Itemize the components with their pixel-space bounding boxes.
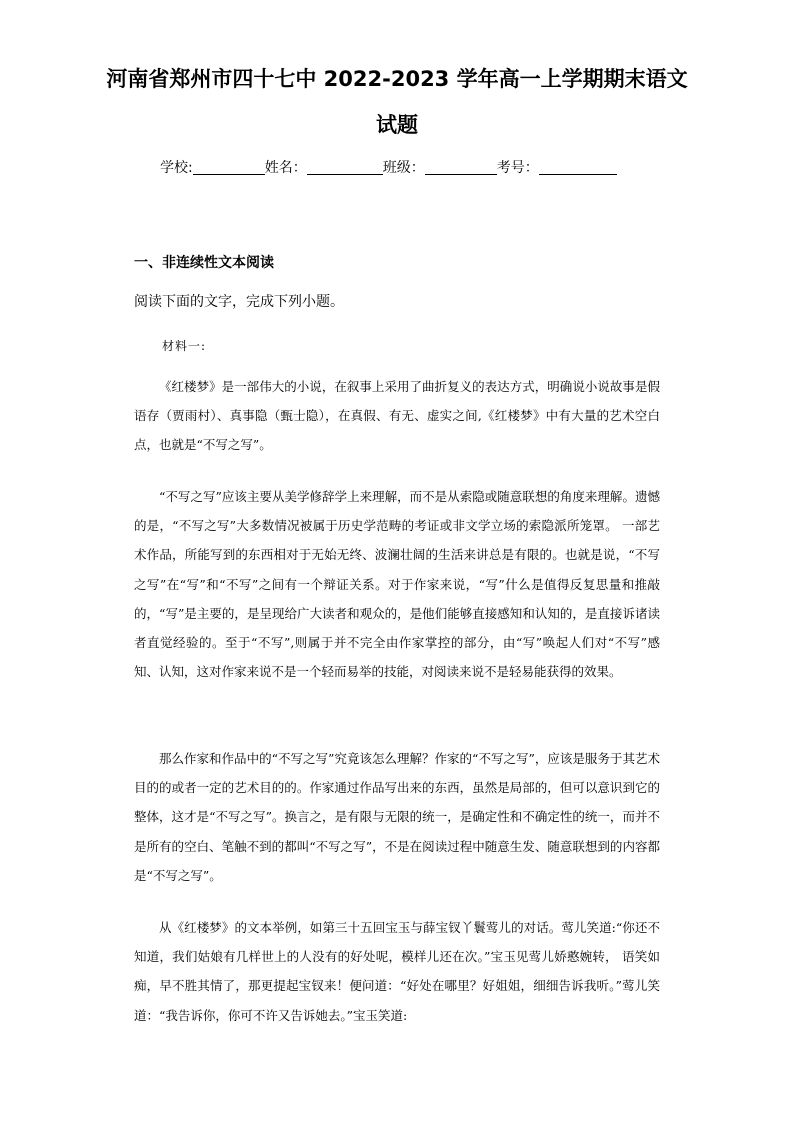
material-label: 材料一: [162, 339, 207, 353]
school-label: 学校: [160, 160, 193, 176]
school-blank[interactable] [193, 160, 265, 175]
paragraph-1: 《红楼梦》是一部伟大的小说，在叙事上采用了曲折复义的表达方式，明确说小说故事是假语存（贾雨村）、真事隐（甄士隐），在真假、有无、虚实之间,《红楼梦》中有大量的艺术空白点，也就是“不写之写”。 [134, 379, 660, 453]
paragraph-3: 那么作家和作品中的“不写之写”究竟该怎么理解？作家的“不写之写”，应该是服务于其艺术目的的或者一定的艺术目的的。作家通过作品写出来的东西，虽然是局部的，但可以意识到它的整体，这才是“不写之写”。换言之，是有限与无限的统一，是确定性和不确定性的统一，而并不是所有的空白、笔触不到的都叫“不写之写”，不是在阅读过程中随意生发、随意联想到的内容都是“不写之写”。 [134, 751, 660, 883]
class-label: 班级： [382, 160, 425, 176]
section-heading: 一、非连续性文本阅读 [134, 255, 274, 271]
name-blank[interactable] [307, 160, 383, 175]
title-line-1: 河南省郑州市四十七中 2022-2023 学年高一上学期期末语文 [106, 67, 688, 91]
student-info-row [160, 157, 617, 179]
instruction: 阅读下面的文字，完成下列小题。 [134, 294, 344, 310]
exam-number-blank[interactable] [539, 160, 617, 175]
title-line-2: 试题 [376, 113, 418, 137]
paragraph-4: 从《红楼梦》的文本举例，如第三十五回宝玉与薛宝钗丫鬟莺儿的对话。莺儿笑道:“你还不知道，我们姑娘有几样世上的人没有的好处呢，模样儿还在次。”宝玉见莺儿娇憨婉转， 语笑如痴，早不胜其情了，那更提起宝钗来！便问道：“好处在哪里？好姐姐，细细告诉我听。”莺儿笑道：“我告诉你，你可不许又告诉她去。”宝玉笑道: [134, 920, 660, 1023]
name-label: 姓名： [264, 160, 307, 176]
paragraph-2: “不写之写”应该主要从美学修辞学上来理解，而不是从索隐或随意联想的角度来理解。遗憾的是，“不写之写”大多数情况被属于历史学范畴的考证或非文学立场的索隐派所笼罩。 一部艺术作品，所能写到的东西相对于无始无终、波澜壮阔的生活来讲总是有限的。也就是说，“不写之写”在“写”和“不写”之间有一个辩证关系。对于作家来说，“写”什么是值得反复思量和推敲的，“写”是主要的，是呈现给广大读者和观众的，是他们能够直接感知和认知的，是直接诉诸读者直觉经验的。至于“不写”,则属于并不完全由作家掌控的部分，由“写”唤起人们对“不写”感知、认知，这对作家来说不是一个轻而易举的技能，对阅读来说不是轻易能获得的效果。 [134, 489, 660, 680]
exam-number-label: 考号： [496, 160, 539, 176]
class-blank[interactable] [425, 160, 497, 175]
